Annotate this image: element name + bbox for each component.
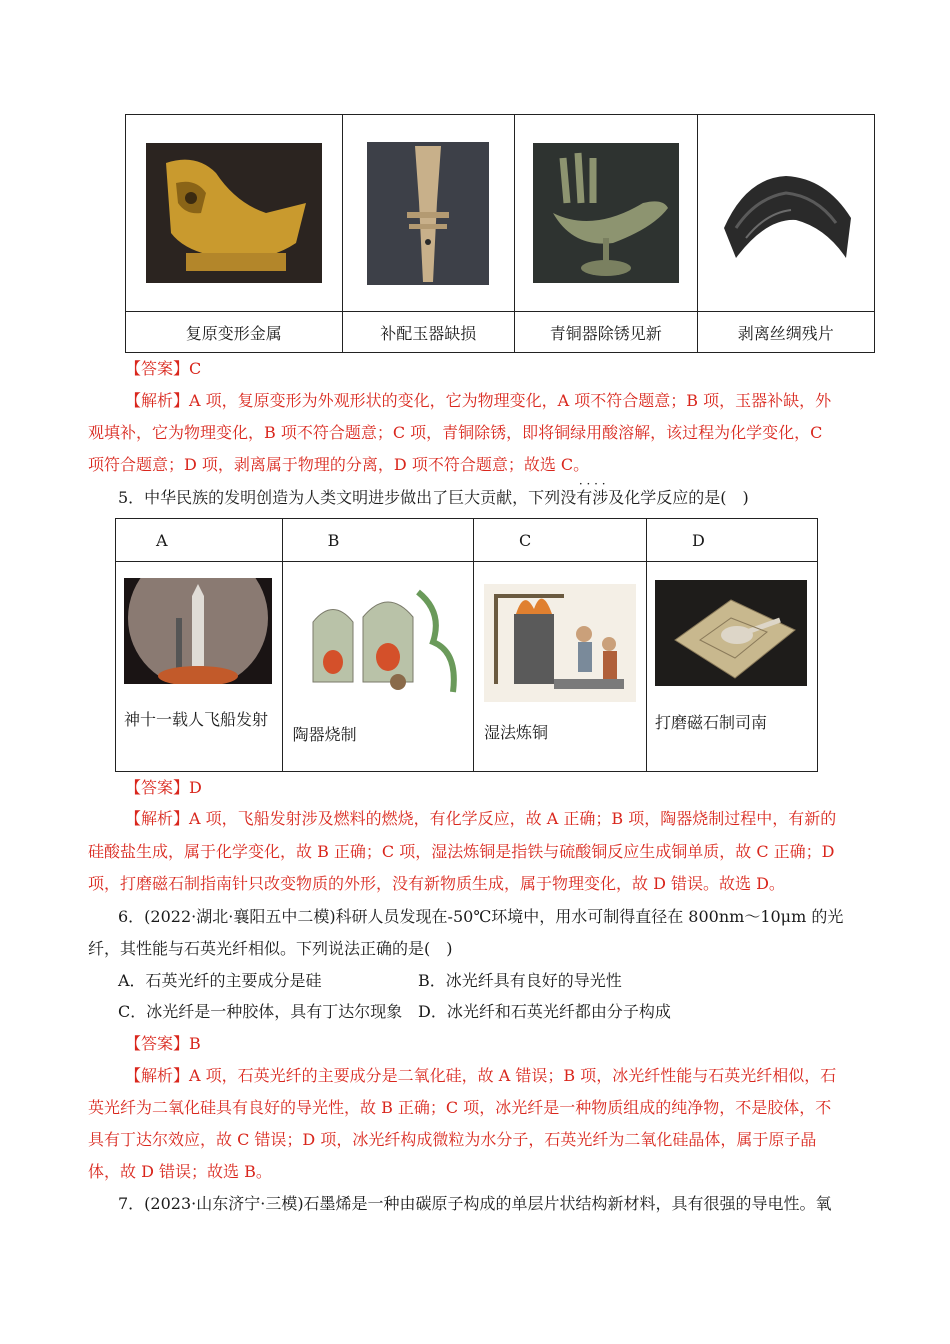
q6-option-a: A．石英光纤的主要成分是硅 xyxy=(118,971,322,990)
q5-emphasis: · · · · 没有涉及 xyxy=(560,477,625,507)
answer-value: D xyxy=(189,778,202,797)
q6-analysis-line-3: 具有丁达尔效应，故 C 错误；D 项，冰光纤构成微粒为水分子，石英光纤为二氧化硅晶体，属于原子晶 xyxy=(88,1130,817,1149)
q4-caption-c: 青铜器除锈见新 xyxy=(515,312,697,353)
q6-option-c: C．冰光纤是一种胶体，具有丁达尔现象 xyxy=(118,1002,403,1021)
compass-sinan-image xyxy=(655,580,807,686)
jade-blade-image xyxy=(367,142,489,285)
q5-header-a: A xyxy=(116,519,283,562)
bronze-bird-image xyxy=(533,143,679,283)
analysis-label: 【解析】 xyxy=(125,809,190,828)
q5-cell-c xyxy=(473,562,646,772)
answer-value: B xyxy=(189,1034,201,1053)
answer-label: 【答案】 xyxy=(125,359,190,378)
q5-option-table xyxy=(115,518,818,772)
q4-analysis-line-3: 项符合题意；D 项，剥离属于物理的分离，D 项不符合题意；故选 C。 xyxy=(88,455,590,474)
analysis-label: 【解析】 xyxy=(125,1066,190,1085)
q4-cell-d xyxy=(697,115,874,312)
q6-analysis-line-1: 【解析】A 项，石英光纤的主要成分是二氧化硅，故 A 错误；B 项，冰光纤性能与石英光纤相似，石 xyxy=(125,1066,837,1085)
q4-caption-b: 补配玉器缺损 xyxy=(342,312,514,353)
q6-analysis-line-2: 英光纤为二氧化硅具有良好的导光性，故 B 正确；C 项，冰光纤是一种物质组成的纯净物，不是胶体，不 xyxy=(88,1098,832,1117)
q4-caption-a: 复原变形金属 xyxy=(126,312,343,353)
q5-analysis-line-2: 硅酸盐生成，属于化学变化，故 B 正确；C 项，湿法炼铜是指铁与硫酸铜反应生成铜单质，故 C 正确；D xyxy=(88,842,835,861)
answer-label: 【答案】 xyxy=(125,778,190,797)
q4-cell-c xyxy=(515,115,697,312)
answer-label: 【答案】 xyxy=(125,1034,190,1053)
q5-caption-c: 湿法炼铜 xyxy=(483,723,548,742)
q4-cell-b xyxy=(342,115,514,312)
q6-answer xyxy=(125,1033,201,1055)
q4-image-table xyxy=(125,114,875,353)
q5-cell-a xyxy=(116,562,283,772)
q7-stem-line-1: 7．(2023·山东济宁·三模)石墨烯是一种由碳原子构成的单层片状结构新材料，具有很强的导电性。氧 xyxy=(118,1194,832,1213)
wet-copper-smelting-image xyxy=(484,584,636,702)
q5-analysis-line-1: 【解析】A 项，飞船发射涉及燃料的燃烧，有化学反应，故 A 正确；B 项，陶器烧制过程中，有新的 xyxy=(125,809,837,828)
rocket-launch-image xyxy=(124,578,272,684)
pottery-firing-image xyxy=(293,582,463,702)
q5-caption-d: 打磨磁石制司南 xyxy=(654,713,767,732)
q5-header-b: B xyxy=(282,519,473,562)
q4-analysis-line-1: 【解析】A 项，复原变形为外观形状的变化，它为物理变化，A 项不符合题意；B 项，玉器补缺，外 xyxy=(125,391,832,410)
q4-cell-a xyxy=(126,115,343,312)
q5-answer xyxy=(125,777,202,799)
q6-option-b: B．冰光纤具有良好的导光性 xyxy=(418,971,622,990)
golden-mask-image xyxy=(146,143,322,283)
q6-stem-line-1: 6．(2022·湖北·襄阳五中二模)科研人员发现在-50℃环境中，用水可制得直径在 800nm～10μm 的光 xyxy=(118,907,844,926)
q5-header-d: D xyxy=(646,519,817,562)
answer-value: C xyxy=(189,359,202,378)
q4-analysis-line-2: 观填补，它为物理变化，B 项不符合题意；C 项，青铜除锈，即将铜绿用酸溶解，该过程为化学变化，C xyxy=(88,423,823,442)
q6-stem-line-2: 纤，其性能与石英光纤相似。下列说法正确的是( ) xyxy=(88,939,453,958)
q4-caption-d: 剥离丝绸残片 xyxy=(697,312,874,353)
q5-caption-b: 陶器烧制 xyxy=(292,725,357,744)
silk-fragment-image xyxy=(716,158,856,268)
q5-header-c: C xyxy=(473,519,646,562)
q5-cell-d xyxy=(646,562,817,772)
analysis-label: 【解析】 xyxy=(125,391,190,410)
q5-stem: 5．中华民族的发明创造为人类文明进步做出了巨大贡献，下列 · · · · 没有涉及化学反应的是( ) xyxy=(118,477,749,507)
q6-option-d: D．冰光纤和石英光纤都由分子构成 xyxy=(418,1002,671,1021)
emphasis-dots: · · · · xyxy=(578,477,606,491)
q5-cell-b xyxy=(282,562,473,772)
q5-caption-a: 神十一载人飞船发射 xyxy=(124,710,269,729)
q6-analysis-line-4: 体，故 D 错误；故选 B。 xyxy=(88,1162,272,1181)
q5-analysis-line-3: 项，打磨磁石制指南针只改变物质的外形，没有新物质生成，属于物理变化，故 D 错误。故选 D。 xyxy=(88,874,785,893)
q4-answer xyxy=(125,358,201,380)
